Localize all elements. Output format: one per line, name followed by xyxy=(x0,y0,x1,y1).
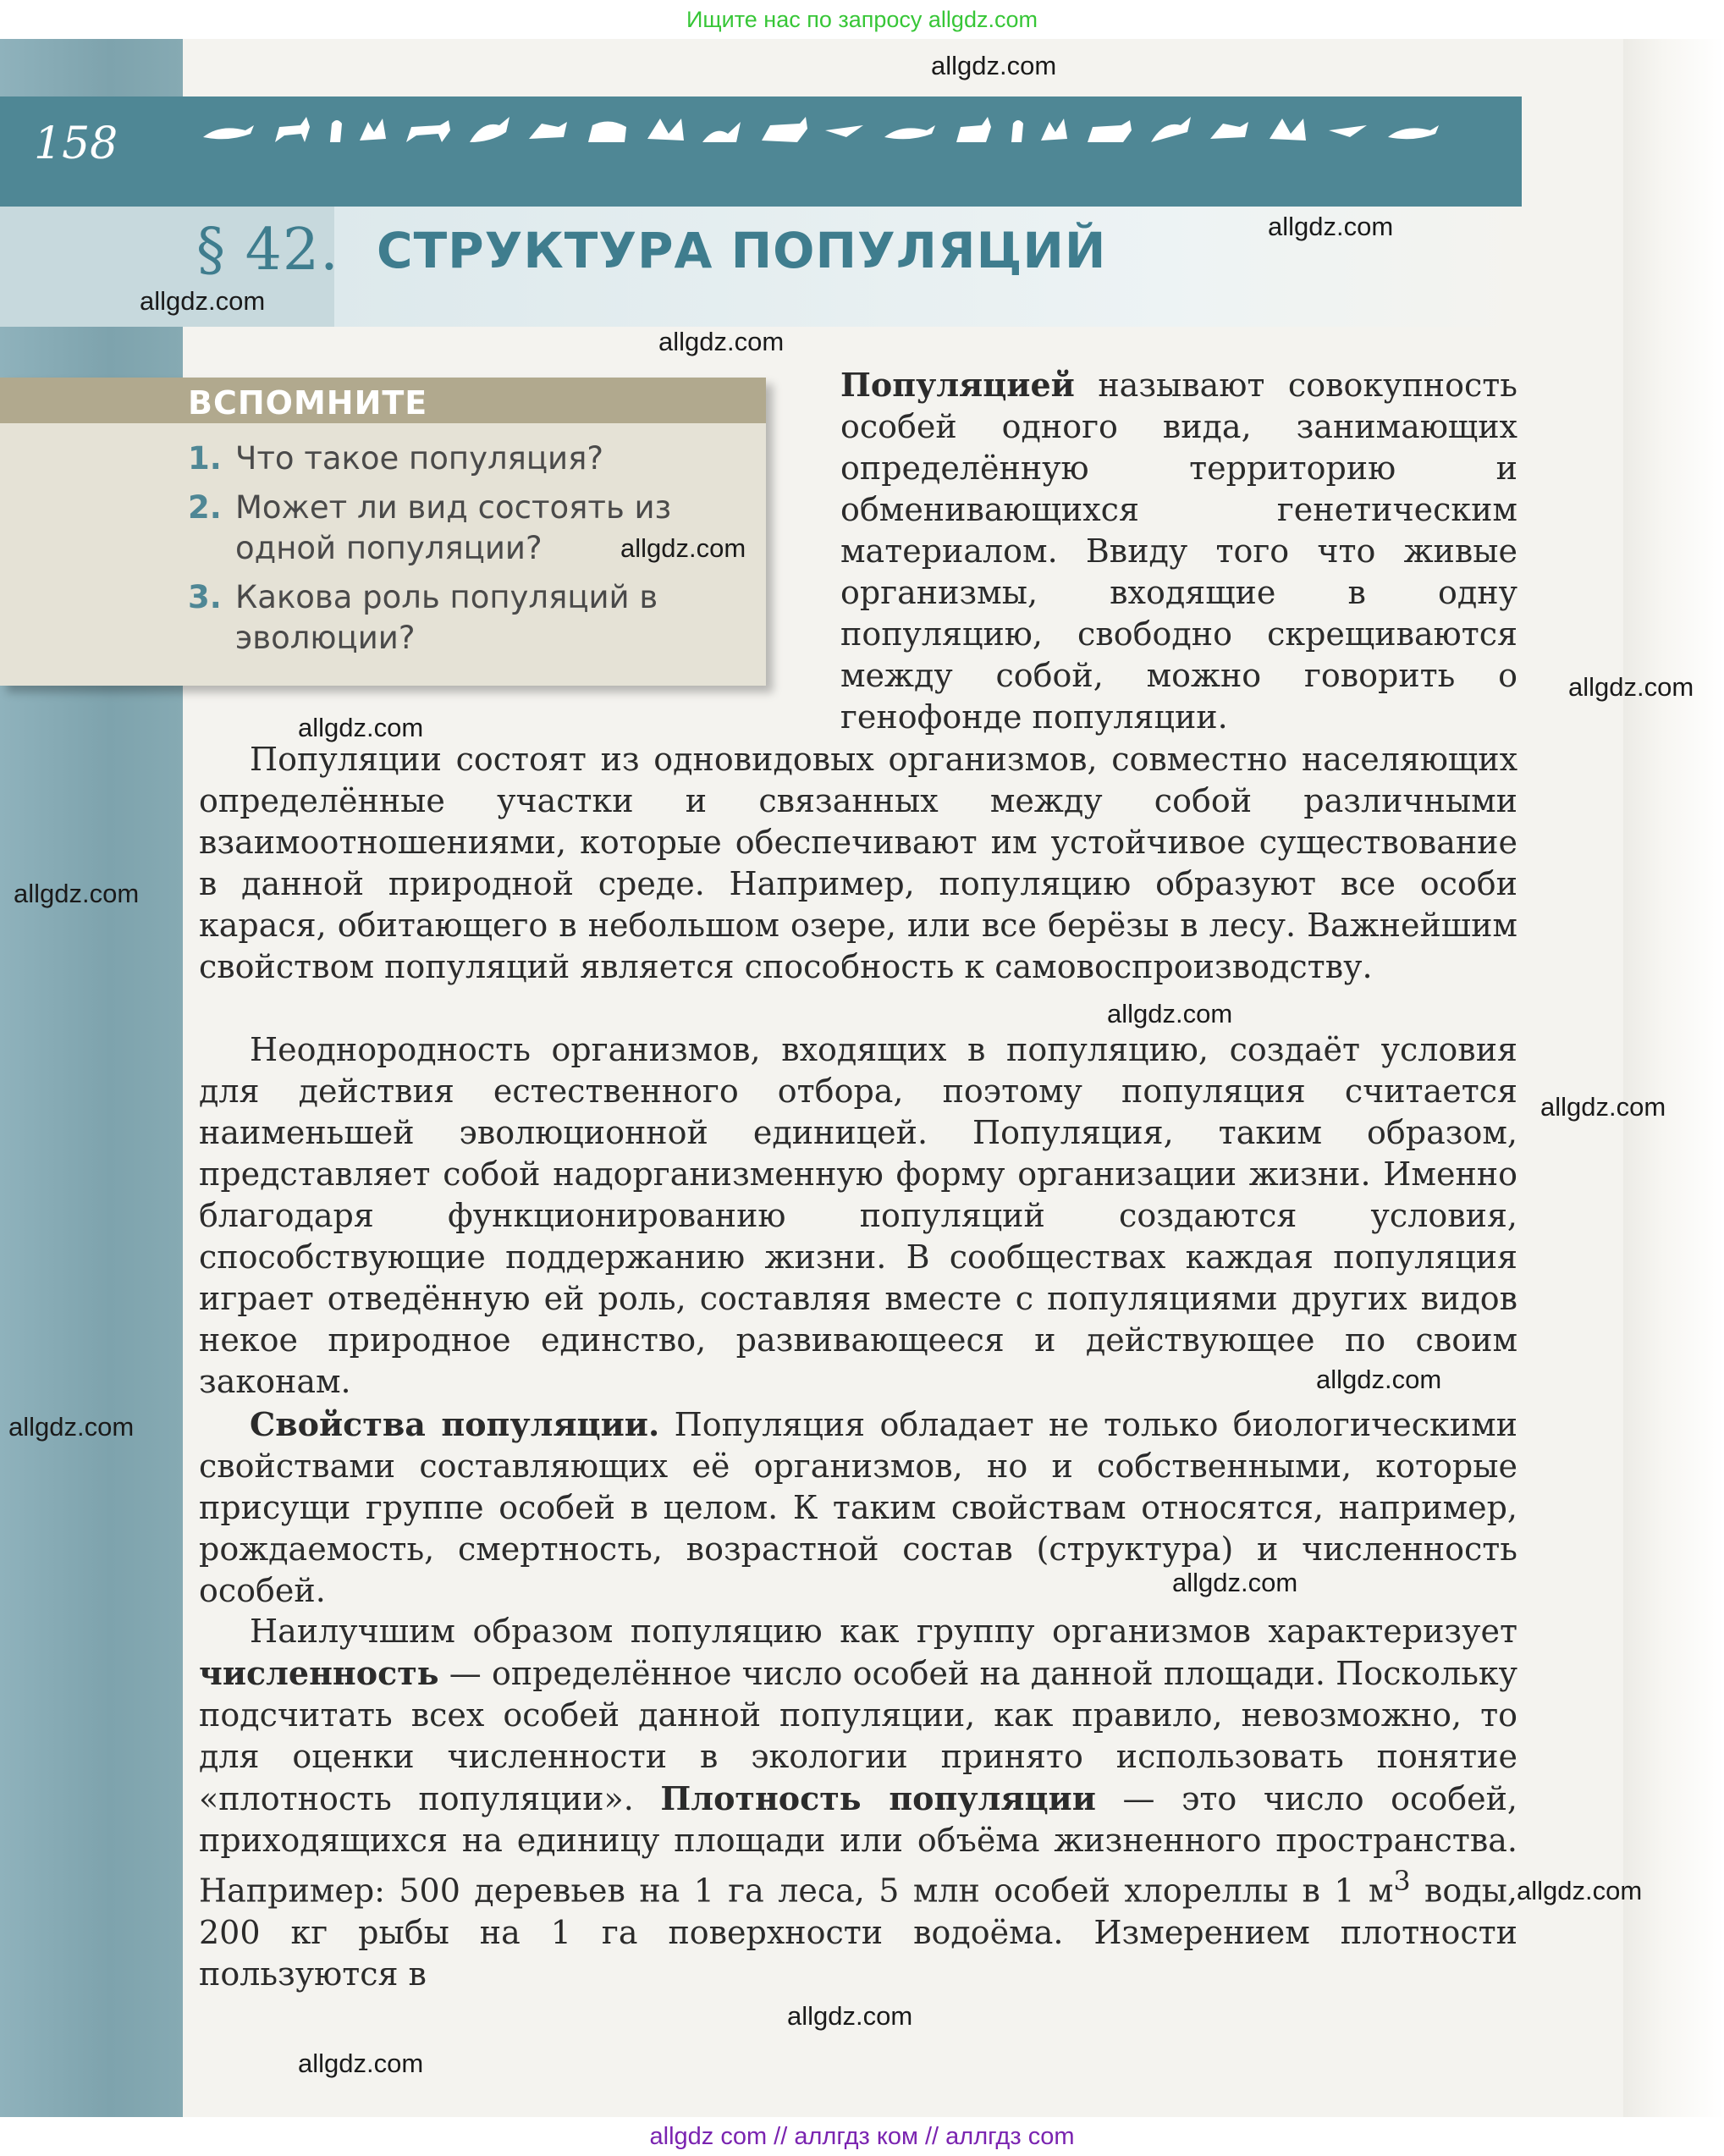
recall-item-text: Какова роль популяций в эволюции? xyxy=(235,579,658,656)
paragraph-population-composition: Популяции состоят из одновидовых организмов, совместно населяющих определённые участки и связанных между собой различными взаимоотношениями, которые обеспечивают им устойчивое существование в данной природной среде. Например, популяцию образуют все особи карася, обитающего в небольшом озере, или все берёзы в лесу. Важнейшим свойством популяций является способность к самовоспроизводству. xyxy=(199,741,1517,985)
paragraph-population-density xyxy=(199,1611,1517,1995)
left-color-strip xyxy=(0,39,183,2117)
watermark[interactable]: allgdz.com xyxy=(787,2001,913,2031)
watermark[interactable]: allgdz.com xyxy=(620,533,746,563)
recall-box xyxy=(0,378,766,686)
watermark[interactable]: allgdz.com xyxy=(1316,1365,1442,1394)
paragraph-text: воды, 200 кг рыбы на 1 га поверхности водоёма. Измерением плотности пользуются в xyxy=(199,1872,1517,1993)
paragraph-heterogeneity: Неоднородность организмов, входящих в популяцию, создаёт условия для действия естественного отбора, поэтому популяция считается наименьшей эволюционной единицей. Популяция, таким образом, представляет собой надорганизменную форму организации жизни. Именно благодаря функционированию популяций создаются условия, способствующие поддержанию жизни. В сообществах каждая популяция играет отведённую ей роль, составляя вместе с популяциями других видов некое природное единство, развивающееся и действующее по своим законам. xyxy=(199,1031,1517,1400)
watermark[interactable]: allgdz.com xyxy=(8,1412,135,1442)
recall-item xyxy=(188,438,746,479)
recall-title: ВСПОМНИТЕ xyxy=(188,384,428,422)
watermark[interactable]: allgdz.com xyxy=(1517,1876,1643,1905)
animal-silhouettes-icon xyxy=(195,108,1464,156)
watermark[interactable]: allgdz.com xyxy=(658,327,785,356)
term-density: Плотность популяции xyxy=(660,1779,1096,1817)
recall-item-text: Что такое популяция? xyxy=(235,440,604,477)
section-title: СТРУКТУРА ПОПУЛЯЦИЙ xyxy=(377,222,1107,279)
recall-item-number: 2. xyxy=(188,489,222,526)
page-right-edge xyxy=(1623,39,1724,2117)
watermark[interactable]: allgdz.com xyxy=(1568,672,1694,702)
watermark[interactable]: allgdz.com xyxy=(298,713,424,742)
paragraph-population-definition xyxy=(840,364,1517,738)
section-number: § 42. xyxy=(196,217,339,284)
recall-item-number: 1. xyxy=(188,440,222,477)
watermark[interactable]: allgdz.com xyxy=(931,51,1057,80)
watermark[interactable]: allgdz.com xyxy=(1107,999,1233,1028)
recall-item xyxy=(188,577,746,659)
watermark[interactable]: allgdz.com xyxy=(1268,212,1394,241)
top-banner[interactable]: Ищите нас по запросу allgdz.com xyxy=(0,0,1724,39)
page-number: 158 xyxy=(34,119,118,169)
paragraph-text: Популяция обладает не только биологическими свойствами составляющих её организмов, но и собственными, которые присущи группе особей в целом. К таким свойствам относятся, например, рождаемость, смертность, возрастной состав (структура) и численность особей. xyxy=(199,1406,1518,1609)
term-properties: Свойства популяции. xyxy=(250,1405,660,1443)
paragraph-text: — определённое число особей на данной площади. Поскольку подсчитать всех особей данной популяции, как правило, невозможно, то для оценки численности в экологии принято использовать понятие «плотность популяции». xyxy=(199,1655,1517,1817)
watermark[interactable]: allgdz.com xyxy=(14,879,140,908)
superscript-cubic: 3 xyxy=(1393,1867,1411,1897)
term-population: Популяцией xyxy=(840,366,1075,404)
term-abundance: численность xyxy=(199,1654,439,1692)
recall-header xyxy=(0,378,766,423)
bottom-banner[interactable]: allgdz com // аллгдз ком // аллгдз com xyxy=(0,2117,1724,2156)
paragraph-population-properties xyxy=(199,1403,1517,1612)
watermark[interactable]: allgdz.com xyxy=(140,286,266,316)
paragraph-text: называют совокупность особей одного вида, занимающих определённую территорию и обменивающихся генетическим материалом. Ввиду того что живые организмы, входящие в одну популяцию, свободно скрещиваются между собой, можно говорить о генофонде популяции. xyxy=(840,367,1517,736)
recall-item-text: Может ли вид состоять из одной популяции? xyxy=(235,489,672,566)
paragraph-text: Наилучшим образом популяцию как группу организмов характеризует xyxy=(250,1613,1517,1650)
watermark[interactable]: allgdz.com xyxy=(1172,1568,1298,1597)
recall-item-number: 3. xyxy=(188,579,222,615)
paragraph-text: — это число особей, приходящихся на единицу площади или объёма жизненного пространства. Например: 500 деревьев на 1 га леса, 5 млн особей хлореллы в 1 м xyxy=(199,1780,1517,1910)
watermark[interactable]: allgdz.com xyxy=(1540,1092,1666,1122)
watermark[interactable]: allgdz.com xyxy=(298,2048,424,2078)
